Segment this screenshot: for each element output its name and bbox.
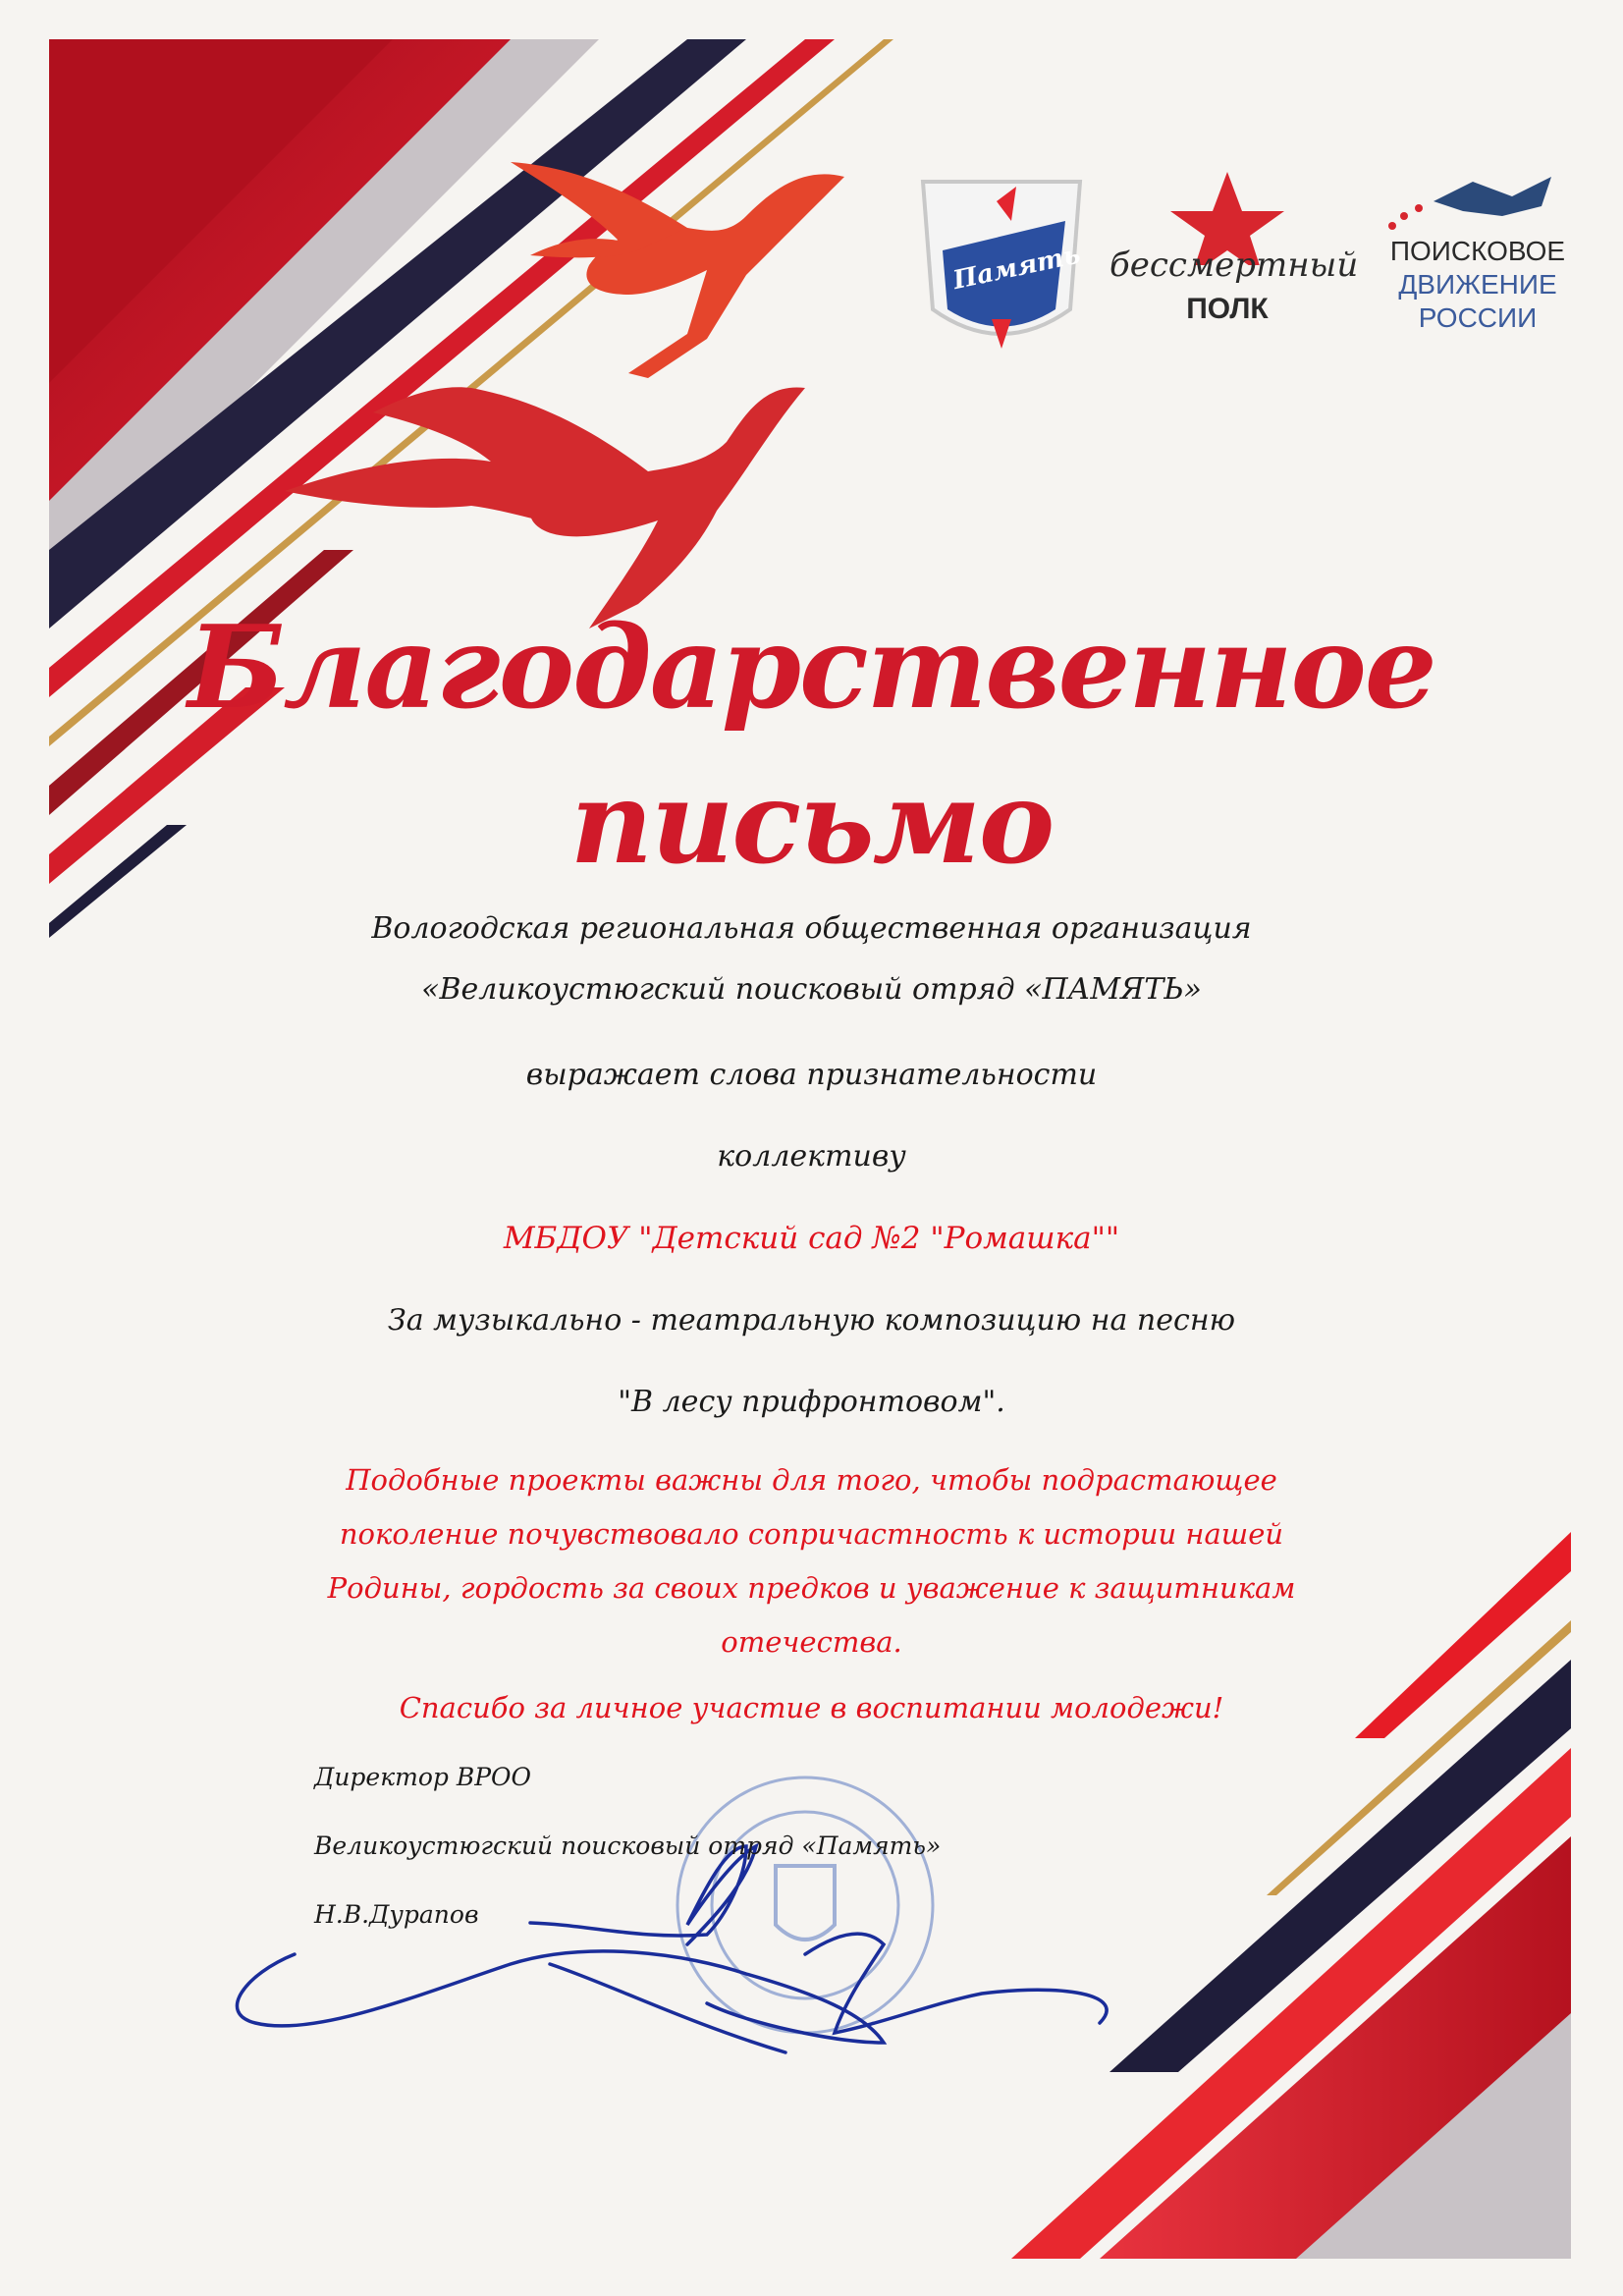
signature-org: Великоустюгский поисковый отряд «Память» [314, 1831, 942, 1860]
message-line4: отечества. [721, 1625, 902, 1659]
logo-bessmertny-polk [1100, 157, 1359, 354]
signature-name: Н.В.Дурапов [314, 1900, 479, 1929]
pamyat-logo-script: Память [950, 240, 1083, 297]
signature-position: Директор ВРОО [314, 1763, 532, 1791]
recipient-name: МБДОУ "Детский сад №2 "Ромашка"" [503, 1221, 1120, 1256]
logo-poiskovoe-dvizhenie [1375, 157, 1581, 354]
thanks-line: Спасибо за личное участие в воспитании молодежи! [399, 1691, 1224, 1724]
reason-line2: "В лесу прифронтовом". [618, 1385, 1005, 1419]
poisk-logo-line1: ПОИСКОВОЕ [1389, 236, 1566, 266]
logo-pamyat [903, 162, 1100, 368]
polk-logo-line1: бессмертный [1109, 246, 1359, 285]
to-collective-line: коллективу [717, 1139, 906, 1174]
expresses-line: выражает слова признательности [525, 1058, 1098, 1092]
message-line1: Подобные проекты важны для того, чтобы подрастающее [346, 1463, 1277, 1497]
poisk-logo-line3: РОССИИ [1418, 302, 1538, 333]
reason-line1: За музыкально - театральную композицию на песню [388, 1303, 1235, 1338]
poisk-logo-line2: ДВИЖЕНИЕ [1398, 269, 1557, 300]
message-line2: поколение почувствовало сопричастность к истории нашей [339, 1517, 1284, 1551]
org-line2: «Великоустюгский поисковый отряд «ПАМЯТЬ» [421, 972, 1202, 1007]
birds-icon [1375, 157, 1581, 246]
message-line3: Родины, гордость за своих предков и уважение к защитникам [327, 1571, 1296, 1605]
title-line1: Благодарственное [188, 601, 1435, 735]
title-line2: письмо [569, 756, 1054, 890]
handwritten-signature [237, 1846, 1107, 2052]
org-line1: Вологодская региональная общественная организация [371, 911, 1252, 946]
polk-logo-line2: ПОЛК [1186, 293, 1269, 325]
